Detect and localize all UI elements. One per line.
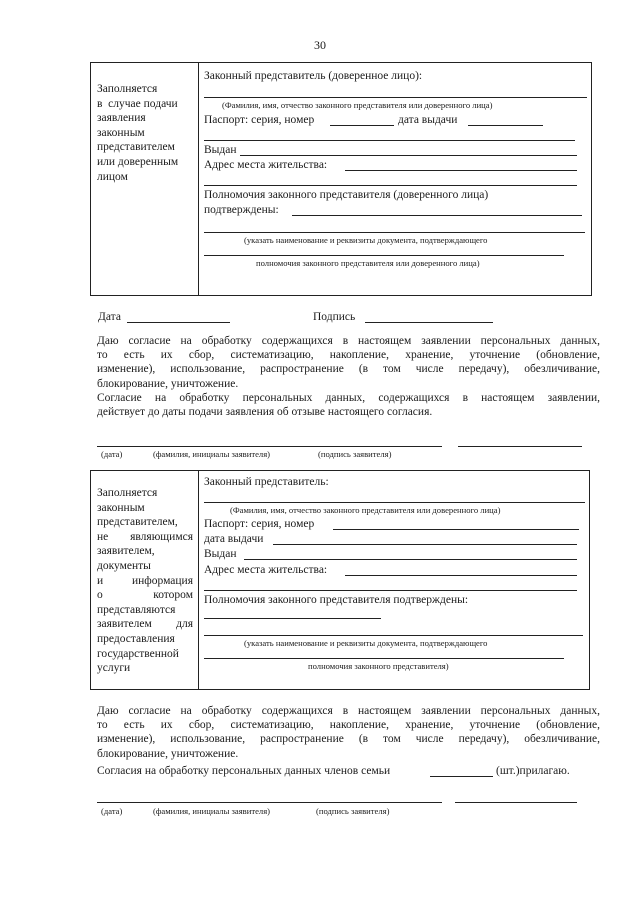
address2-field[interactable] (345, 575, 577, 576)
section1-left-label-line: заявления (97, 112, 146, 125)
box2-divider (198, 470, 199, 690)
consent2-line-2: то есть их сбор, систематизацию, накопление, хранение, уточнение (обновление, (97, 719, 600, 732)
representative2-name-field[interactable] (204, 502, 585, 503)
section2-left-label-line: представляются (97, 603, 176, 616)
section2-left-label-line: и информация (97, 574, 193, 587)
passport2-label: Паспорт: серия, номер (204, 518, 315, 530)
issue-date2-label: дата выдачи (204, 533, 264, 545)
section1-left-label (97, 82, 195, 184)
issued2-field[interactable] (244, 559, 577, 560)
section2-left-label-line: Заполняется (97, 487, 158, 499)
section1-left-label-line: лицом (97, 170, 128, 183)
document-caption-2: полномочия законного представителя или доверенного лица) (256, 258, 480, 268)
section2-left-label-line: заявителем для (97, 618, 193, 631)
document2-caption-2: полномочия законного представителя) (308, 661, 449, 671)
consent1-line-1: Даю согласие на обработку содержащихся в настоящем заявлении персональных данных, (97, 335, 600, 347)
page-number: 30 (314, 38, 326, 52)
consent-paragraph-1 (97, 334, 600, 419)
sig2-signature-caption: (подпись заявителя) (316, 806, 390, 816)
authority-field[interactable] (292, 215, 582, 216)
issue-date-label: дата выдачи (398, 114, 458, 126)
address2-label: Адрес места жительства: (204, 564, 328, 576)
issued-field[interactable] (240, 155, 577, 156)
document-caption-1: (указать наименование и реквизиты документа, подтверждающего (244, 235, 488, 245)
sig1-name-caption: (фамилия, инициалы заявителя) (153, 449, 271, 459)
passport-number-field[interactable] (330, 125, 394, 126)
document2-caption-1: (указать наименование и реквизиты документа, подтверждающего (244, 638, 488, 648)
sig1-date-caption: (дата) (101, 449, 123, 459)
section1-left-label-line: законным (97, 126, 145, 139)
authority-confirmed-label: подтверждены: (204, 204, 279, 216)
consent2-line-3: изменение), использование, распространение (в том числе передачу), обезличивание, (97, 733, 600, 746)
box-divider (198, 62, 199, 296)
consent1-line-3: изменение), использование, распространение (в том числе передачу), обезличивание, (97, 363, 600, 376)
date-field[interactable] (127, 322, 230, 323)
authority-field-2[interactable] (204, 232, 585, 233)
address2-field-2[interactable] (204, 590, 577, 591)
representative-title: Законный представитель (доверенное лицо): (204, 70, 423, 82)
section2-left-label (97, 486, 193, 676)
section1-left-label-line: в случае подачи (97, 97, 178, 110)
sig1-line[interactable] (97, 446, 442, 447)
document-field[interactable] (204, 255, 564, 256)
family-count-field[interactable] (430, 776, 493, 777)
address-field[interactable] (345, 170, 577, 171)
address-field-2[interactable] (204, 185, 577, 186)
consent2-line-1: Даю согласие на обработку содержащихся в настоящем заявлении персональных данных, (97, 705, 600, 717)
section1-left-label-line: Заполняется (97, 83, 158, 95)
section2-left-label-line: о котором (97, 589, 193, 602)
representative2-name-caption: (Фамилия, имя, отчество законного представителя или доверенного лица) (230, 505, 501, 515)
sig2-line-right[interactable] (455, 802, 577, 803)
date-label: Дата (98, 311, 121, 323)
representative-name-field[interactable] (204, 97, 587, 98)
address-label: Адрес места жительства: (204, 159, 328, 171)
section2-left-label-line: услуги (97, 662, 131, 675)
authority2-label: Полномочия законного представителя подтверждены: (204, 594, 469, 606)
authority-label: Полномочия законного представителя (доверенного лица) (204, 189, 489, 201)
sig2-name-caption: (фамилия, инициалы заявителя) (153, 806, 271, 816)
consent1-line-5: Согласие на обработку персональных данных, содержащихся в настоящем заявлении, (97, 391, 600, 404)
authority2-field-2[interactable] (204, 635, 583, 636)
consent-paragraph-2 (97, 704, 600, 761)
section2-left-label-line: представителем, (97, 516, 178, 529)
signature-field[interactable] (365, 322, 493, 323)
sig2-date-caption: (дата) (101, 806, 123, 816)
consent1-line-2: то есть их сбор, систематизацию, накопление, хранение, уточнение (обновление, (97, 349, 600, 362)
representative2-title: Законный представитель: (204, 476, 329, 488)
passport2-number-field[interactable] (333, 529, 579, 530)
section2-left-label-line: заявителем, (97, 545, 155, 558)
consent1-line-6: действует до даты подачи заявления об отзыве настоящего согласия. (97, 406, 433, 419)
document2-field[interactable] (204, 658, 564, 659)
passport-extra-field[interactable] (204, 140, 575, 141)
section2-left-label-line: законным (97, 501, 145, 514)
authority2-field[interactable] (204, 618, 381, 619)
issued-label: Выдан (204, 144, 237, 156)
sig1-signature-caption: (подпись заявителя) (318, 449, 392, 459)
passport-label: Паспорт: серия, номер (204, 114, 315, 126)
representative-name-caption: (Фамилия, имя, отчество законного представителя или доверенного лица) (222, 100, 493, 110)
family-consent-suffix: (шт.)прилагаю. (496, 765, 570, 777)
section2-left-label-line: не являющимся (97, 530, 193, 543)
section1-left-label-line: или доверенным (97, 155, 179, 168)
sig1-line-right[interactable] (458, 446, 582, 447)
consent1-line-4: блокирование, уничтожение. (97, 377, 239, 390)
section2-left-label-line: документы (97, 559, 151, 572)
signature-label: Подпись (313, 311, 356, 323)
family-consent-prefix: Согласия на обработку персональных данных членов семьи (97, 765, 391, 777)
section1-left-label-line: представителем (97, 141, 175, 154)
sig2-line[interactable] (97, 802, 442, 803)
section2-left-label-line: предоставления (97, 632, 175, 645)
issue-date2-field[interactable] (273, 544, 577, 545)
consent2-line-4: блокирование, уничтожение. (97, 747, 239, 760)
issued2-label: Выдан (204, 548, 237, 560)
section2-left-label-line: государственной (97, 647, 179, 660)
issue-date-field[interactable] (468, 125, 543, 126)
